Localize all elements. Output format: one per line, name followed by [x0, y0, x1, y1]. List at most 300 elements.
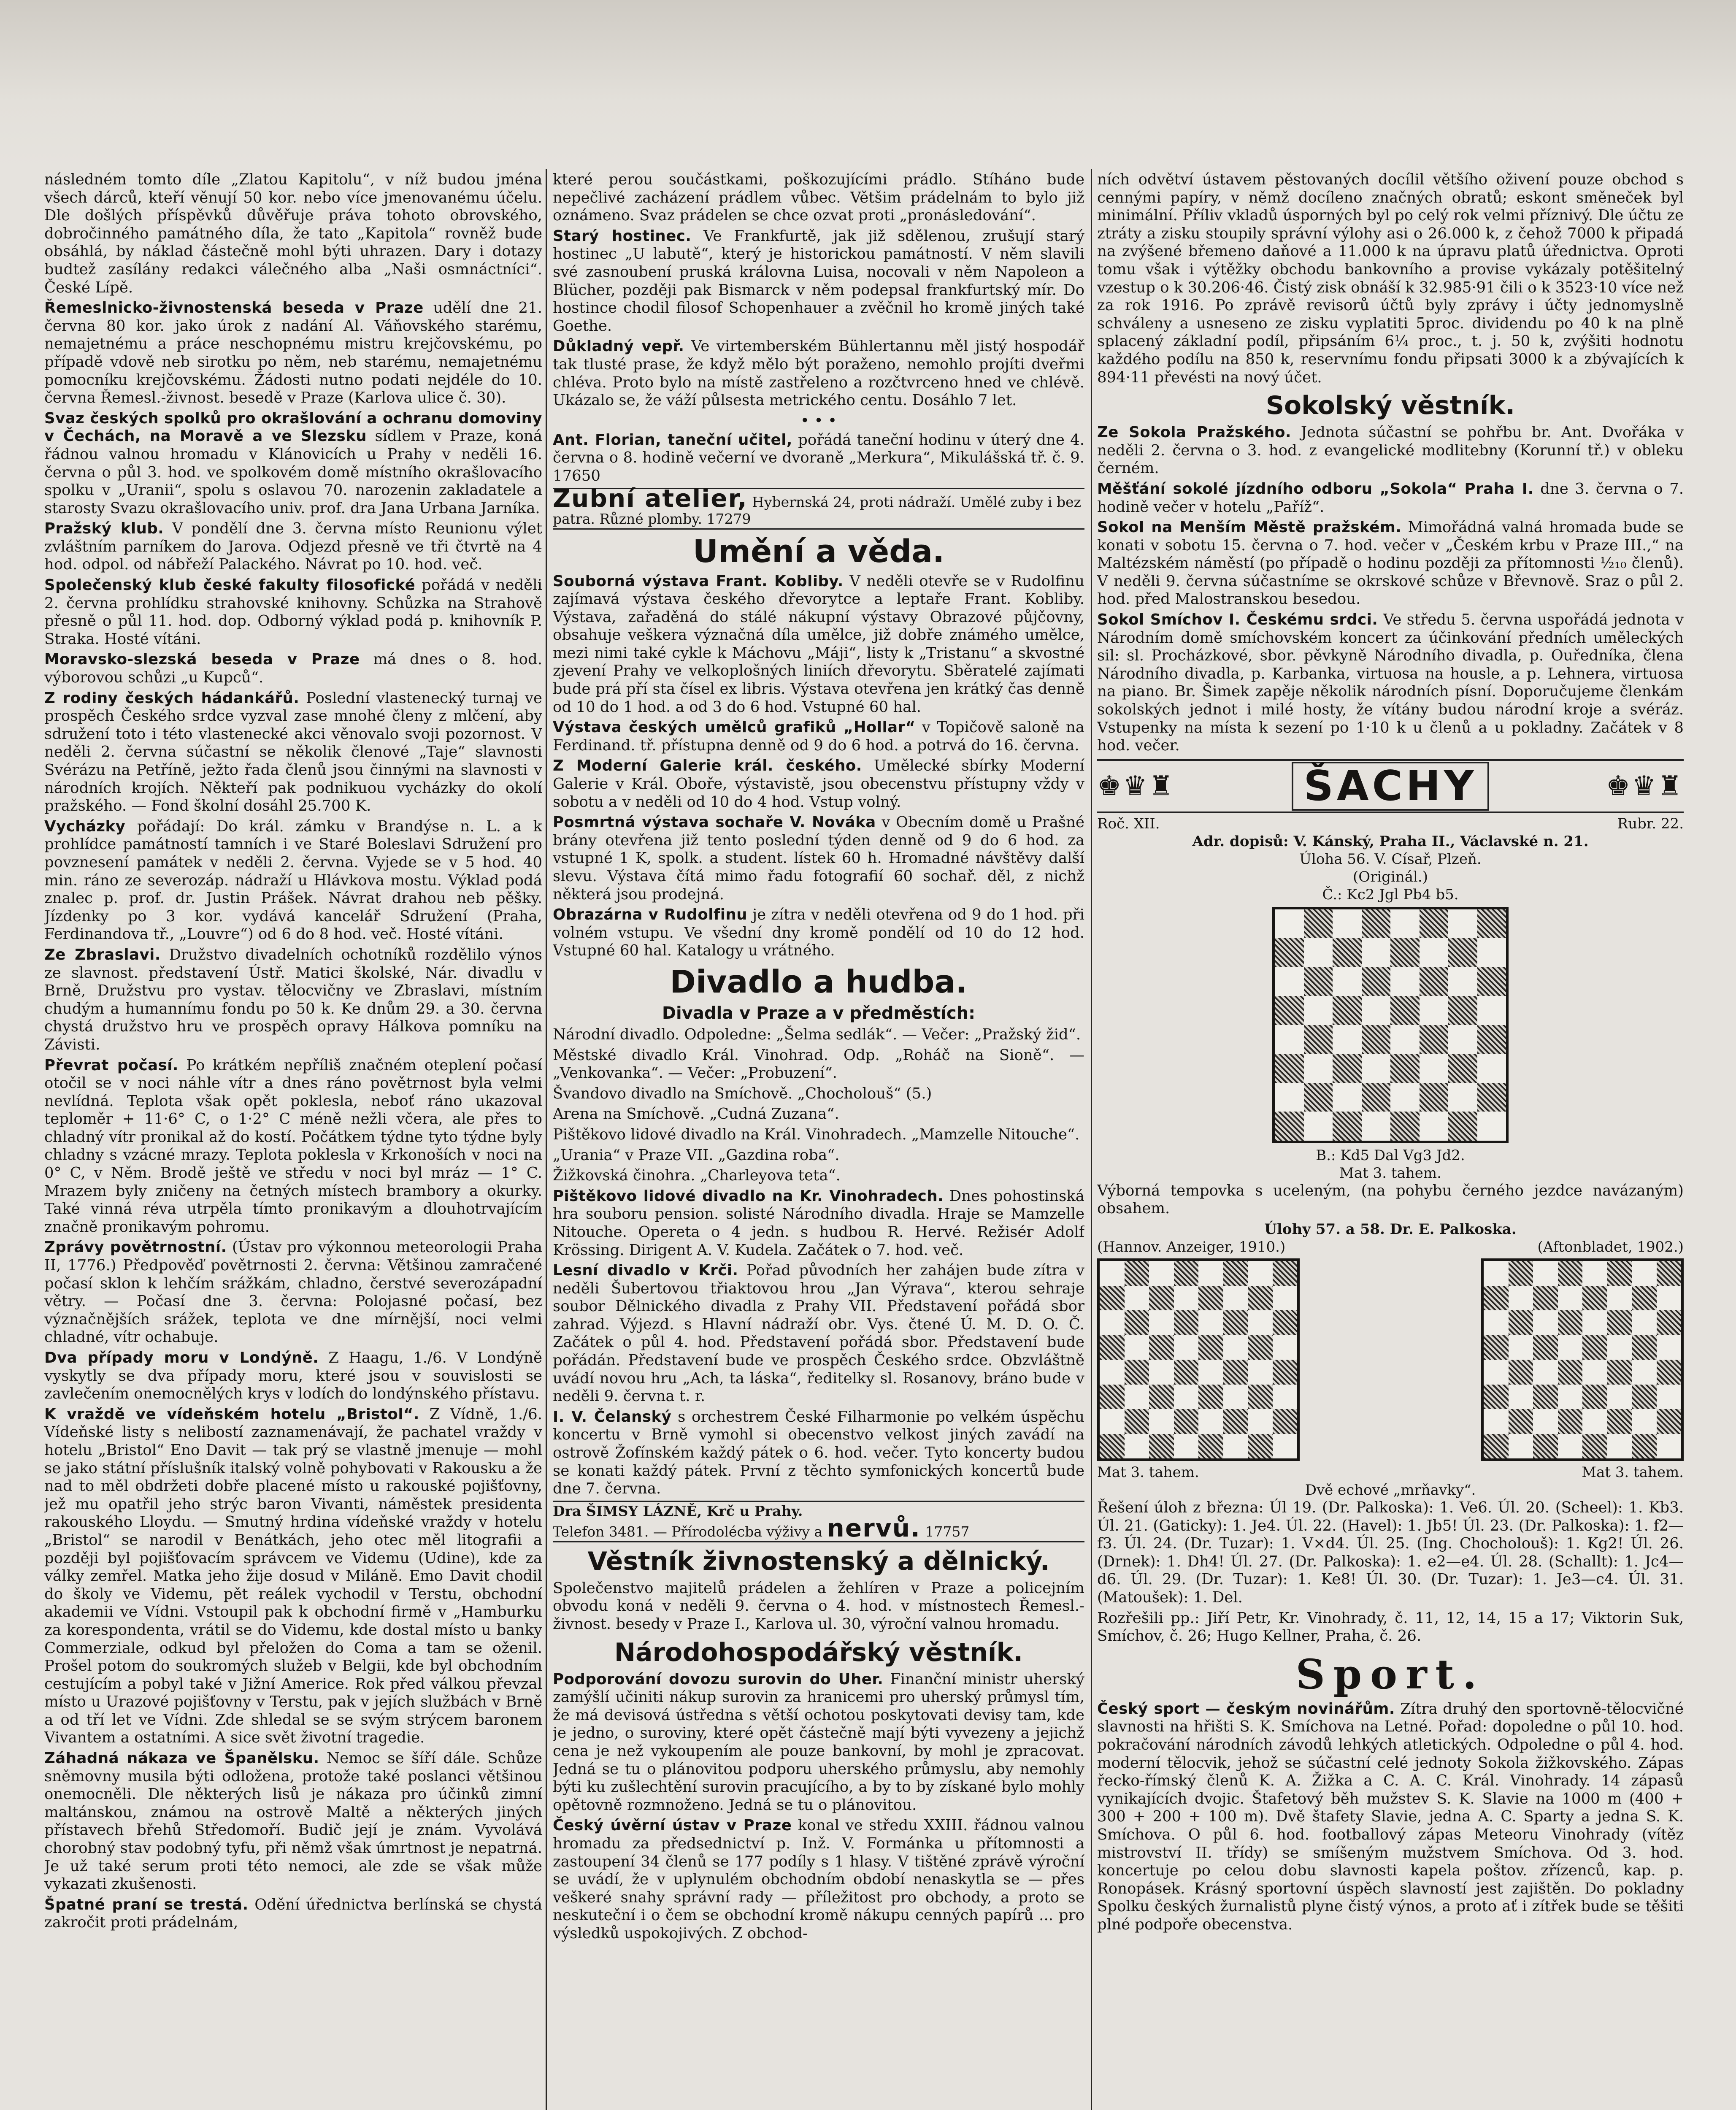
chess-square — [1100, 1385, 1125, 1409]
article-text: v Obecním domě u Prašné brány otevřena již tento poslední týden denně od 9 do 6 hod. za vstupné 1 K, spolk. a student. lístek 60 h. Hromadné návštěvy další slevu. Výstava čítá mimo řadu fotografií 60 sochař. děl, z nichž některá jsou prodejná. — [553, 814, 1084, 903]
article-text: Poslední vlastenecký turnaj ve prospěch Českého srdce vyzval zase mnohé členy z mlčení, aby sdružení toto i této vlastenecké akci věnovalo svoji pozornost. V neděli 2. června súčastní se několik členové „Taje“ slavnosti Svérázu na Petříně, ježto řada členů jsou činnými na slavnosti v národních krojích. Někteří pak podnikuou vycházky do okolí pražského. — Fond školní dosáhl 25.700 K. — [44, 689, 542, 815]
chess-square — [1657, 1335, 1682, 1360]
article-heading: Svaz českých spolků pro okrašlování a ochranu domoviny v Čechách, na Moravě a ve Slezsku — [44, 409, 542, 445]
chess-square — [1657, 1434, 1682, 1459]
chess-square — [1248, 1409, 1273, 1434]
chess-square — [1390, 938, 1420, 967]
chess-square — [1632, 1335, 1657, 1360]
article-text: udělí dne 21. června 80 kor. jako úrok z nadání Al. Váňovského starému, nemajetnému a práce neschopnému mistru krejčovskému, po případě vdově neb sirotku po něm, neb starému, nemajetnému pomocníku krejčovskému. Žádosti nutno podati nejdéle do 10. června Řemesl.-živnost. besedě v Praze (Karlova ulice č. 30). — [44, 299, 542, 407]
column-rule-2 — [1091, 169, 1092, 2110]
ad-heading: Ant. Florian, taneční učitel, — [553, 431, 792, 449]
chess-square — [1149, 1286, 1174, 1311]
chess-square — [1362, 1054, 1391, 1083]
chess-mate-label: Mat 3. tahem. — [1097, 1464, 1199, 1481]
article — [553, 814, 1084, 904]
article — [553, 1262, 1084, 1406]
chess-square — [1509, 1261, 1533, 1286]
chess-square — [1477, 1083, 1506, 1112]
chess-square — [1275, 1083, 1304, 1112]
chess-square — [1125, 1360, 1149, 1385]
article-text: má dnes o 8. hod. výborovou schůzi „u Kupců“. — [44, 651, 542, 687]
chess-mate-label: Mat 3. tahem. — [1339, 1164, 1441, 1182]
article — [1097, 611, 1684, 755]
chess-square — [1390, 1025, 1420, 1054]
column-2 — [553, 171, 1084, 2110]
chess-square — [1477, 1112, 1506, 1141]
chess-square — [1362, 1025, 1391, 1054]
chess-problems-title: Úlohy 57. a 58. Dr. E. Palkoska. — [1264, 1221, 1517, 1238]
chess-square — [1174, 1360, 1199, 1385]
article-heading: Moravsko-slezská beseda v Praze — [44, 651, 360, 668]
chess-square — [1125, 1434, 1149, 1459]
chess-square — [1448, 1112, 1477, 1141]
chess-square — [1304, 1025, 1333, 1054]
article-text: následném tomto díle „Zlatou Kapitolu“, v níž budou jména všech dárců, kteří věnují 50 kor. nebo více jmenovanému účelu. Dle došlých příspěvků důvěřuje práva tohoto obrovského, dobročinného památného díla, že tato „Kapitola“ rovněž bude obsáhlá, by náklad částečně mohl býti uhrazen. Dary i dotazy budtež zasílány redakci válečného alba „Naši osmnáctníci“. České Lípě. — [44, 171, 542, 296]
section-heading-sokol: Sokolský věstník. — [1265, 391, 1515, 421]
chess-square — [1125, 1261, 1149, 1286]
chess-square — [1125, 1286, 1149, 1311]
chess-square — [1304, 996, 1333, 1025]
chess-square — [1273, 1261, 1298, 1286]
chess-board-wrap — [1097, 907, 1684, 1143]
chess-square — [1533, 1360, 1558, 1385]
section-heading-art: Umění a věda. — [692, 533, 945, 570]
chess-black-pieces: Č.: Kc2 Jgl Pb4 b5. — [1322, 886, 1459, 903]
chess-square — [1333, 996, 1362, 1025]
chess-square — [1248, 1385, 1273, 1409]
article-text: V pondělí dne 3. června místo Reunionu výlet zvláštním parníkem do Jarova. Odjezd přesně ve tři čtvrtě na 4 hod. odpol. od nábřeží Palackého. Návrat po 10. hod. več. — [44, 520, 542, 573]
chess-square — [1582, 1409, 1607, 1434]
article-heading: Z Moderní Galerie král. českého. — [553, 757, 862, 775]
chess-square — [1223, 1409, 1248, 1434]
article-heading: Ze Zbraslavi. — [44, 946, 161, 963]
chess-echo-label: Dvě echové „mrňavky“. — [1305, 1482, 1476, 1499]
ad-number: 17650 — [553, 467, 600, 484]
chess-square — [1632, 1409, 1657, 1434]
article-text: je zítra v neděli otevřena od 9 do 1 hod. při volném vstupu. Ve všední dny kromě pondělí od 10 do 12 hod. Vstupné 60 hal. Katalogy u vrátného. — [553, 906, 1084, 960]
chess-square — [1484, 1286, 1509, 1311]
chess-square — [1149, 1385, 1174, 1409]
chess-square — [1333, 1025, 1362, 1054]
article — [44, 690, 542, 815]
article — [553, 1671, 1084, 1815]
article-text: ních odvětví ústavem pěstovaných docílil většího oživení pouze obchod s cennými papíry, v němž docíleno značných obratů; eskont směneček byl minimální. Příliv vkladů úsporných byl po celý rok velmi příznivý. Dle účtu ze ztráty a zisku stoupily správní výlohy asi o 26.000 k, z čehož 7000 k připadá na zvýšené břemeno daňové a 11.000 k na úpravu platů úřednictva. Oproti tomu však i výtěžky obchodu bankovního a provise vykázaly potěšitelný vzestup o k 30.206·46. Čistý zisk obnáší k 32.985·91 čili o k 3523·10 více než za rok 1916. Po zprávě revisorů účtů byly zprávy i účty jednomyslně schváleny a usneseno ze zisku vyplatiti 5proc. dividendu po 40 k na plně splacený základní podíl, připsáním 6¼ proc., t. j. 50 k, zvýšiti hodnotu každého podílu na 850 k, reservnímu fondu připsati 3000 k a zbývajících k 894·11 převésti na nový účet. — [1097, 171, 1684, 386]
chess-square — [1304, 938, 1333, 967]
chess-square — [1558, 1310, 1583, 1335]
chess-square — [1223, 1335, 1248, 1360]
article-heading: Společenský klub české fakulty filosofické — [44, 576, 416, 594]
article-heading: Pištěkovo lidové divadlo na Kr. Vinohradech. — [553, 1187, 944, 1205]
article — [553, 171, 1084, 225]
theatre-listing: Arena na Smíchově. „Cudná Zuzana“. — [553, 1105, 839, 1123]
chess-square — [1198, 1310, 1223, 1335]
article-heading: Záhadná nákaza ve Španělsku. — [44, 1750, 319, 1767]
article-text: sídlem v Praze, koná řádnou valnou hromadu v Klánovicích u Prahy v neděli 16. června o půl 3. hod. ve spolkovém domě místního okrašlovacího spolku v „Uranii“, spolu s oslavou 70. narozenin zakladatele a starosty Svazu okrašlovacího univ. prof. dra Jana Urbana Jarníka. — [44, 427, 542, 517]
chess-square — [1333, 1112, 1362, 1141]
chess-square — [1223, 1360, 1248, 1385]
chess-square — [1448, 1025, 1477, 1054]
chess-square — [1275, 1054, 1304, 1083]
chess-square — [1657, 1310, 1682, 1335]
article-heading: Sokol na Menším Městě pražském. — [1097, 519, 1402, 536]
article-text: Z Haagu, 1./6. V Londýně vyskytly se dva případy moru, které jsou v souvislosti se zavlečením onemocnělých krys v lodích do londýnského přístavu. — [44, 1349, 542, 1403]
chess-square — [1198, 1261, 1223, 1286]
chess-square — [1484, 1360, 1509, 1385]
ad-number: 17757 — [925, 1523, 970, 1540]
chess-square — [1509, 1409, 1533, 1434]
chess-section-header — [1097, 759, 1684, 813]
chess-square — [1448, 996, 1477, 1025]
article-heading: Český úvěrní ústav v Praze — [553, 1817, 792, 1834]
chess-square — [1484, 1310, 1509, 1335]
chess-square — [1632, 1286, 1657, 1311]
chess-square — [1149, 1310, 1174, 1335]
chess-square — [1304, 1112, 1333, 1141]
article-text: pořádá v neděli 2. června prohlídku strahovské knihovny. Schůzka na Strahově přesně o půl 11. hod. dop. Odborný výklad podá p. knihovník P. Straka. Hosté vítáni. — [44, 576, 542, 648]
chess-sources — [1097, 1238, 1684, 1256]
chess-square — [1582, 1360, 1607, 1385]
chess-square — [1198, 1409, 1223, 1434]
chess-square — [1420, 938, 1449, 967]
chess-square — [1558, 1286, 1583, 1311]
chess-board-57 — [1097, 1258, 1300, 1461]
column-1 — [44, 171, 542, 2110]
chess-white-pieces: B.: Kd5 Dal Vg3 Jd2. — [1316, 1147, 1465, 1164]
chess-square — [1174, 1385, 1199, 1409]
chess-square — [1582, 1335, 1607, 1360]
separator-bullets: • • • — [800, 412, 837, 430]
article — [44, 818, 542, 944]
chess-square — [1390, 1054, 1420, 1083]
chess-square — [1484, 1261, 1509, 1286]
chess-square — [1558, 1409, 1583, 1434]
advertisement — [553, 431, 1084, 485]
chess-square — [1484, 1385, 1509, 1409]
chess-square — [1174, 1434, 1199, 1459]
chess-pieces-icon: ♚♛♜ — [1606, 770, 1684, 802]
chess-description: Výborná tempovka s uceleným, (na pohybu černého jezdce navázaným) obsahem. — [1097, 1182, 1684, 1217]
chess-square — [1273, 1360, 1298, 1385]
chess-square — [1607, 1335, 1632, 1360]
chess-square — [1390, 1112, 1420, 1141]
chess-square — [1174, 1286, 1199, 1311]
chess-square — [1362, 967, 1391, 996]
article — [553, 906, 1084, 960]
chess-square — [1304, 909, 1333, 939]
chess-square — [1558, 1261, 1583, 1286]
chess-square — [1657, 1385, 1682, 1409]
chess-square — [1273, 1335, 1298, 1360]
ad-title: Dra ŠIMSY LÁZNĚ, Krč u Prahy. — [553, 1502, 803, 1519]
chess-rubric: Rubr. 22. — [1617, 815, 1684, 832]
article-text: Po krátkém nepříliš značném oteplení počasí otočil se v noci náhle vítr a dnes ráno povětrnost byla velmi nevlídná. Teplota však opět poklesla, neboť ráno ukazoval teploměr + 11·6° C, o 1·2° C méně nežli včera, ale přes to chladný vítr pronikal až do kostí. Počátkem týdne tyto týdne byly chladny s vzácné mrazy. Teplota poklesla v Krkonoších v noci na 0° C, v Něm. Brodě ještě ve středu v noci byl mráz — 1° C. Mrazem byly zničeny na četných místech brambory a okurky. Také vinná réva utrpěla tímto pronikavým a dlouhotrvajícím značně pronikavým pohromu. — [44, 1056, 542, 1236]
article-heading: Řemeslnicko-živnostenská beseda v Praze — [44, 299, 424, 317]
article — [44, 1750, 542, 1894]
section-heading-trade: Věstník živnostenský a dělnický. — [587, 1546, 1050, 1576]
article-text: Ve virtemberském Bühlertannu měl jistý hospodář tak tlusté prase, že když mělo být poraženo, nemohlo projíti dveřmi chléva. Proto bylo na místě zastřeleno a rozčtvrceno hned ve chlévě. Ukázalo se, že váží půlsesta metrického centu. Dosáhlo 7 let. — [553, 338, 1084, 409]
article-text: Jednota súčastní se pohřbu br. Ant. Dvořáka v neděli 2. června o 3. hod. z evangelické modlitebny (Korunní tř.) v obleku černém. — [1097, 424, 1684, 477]
ad-title: Zubní atelier, — [553, 484, 748, 513]
article-text: konal ve středu XXIII. řádnou valnou hromadu za předsednictví p. Inž. V. Formánka u přítomnosti a zastoupení 34 členů se 177 podíly s 1 hlasy. V tištěné zprávě výroční se uvádí, že v uplynulém obchodním období nenaskytla se — přes veškeré snahy správní rady — příležitost pro obchody, a proto se neskuteční i o čem se obchodní kromě nákupu cenných papírů ... pro výsledků uspokojivých. Z obchod- — [553, 1817, 1084, 1942]
article-text: Zítra druhý den sportovně-tělocvičné slavnosti na hřišti S. K. Smíchova na Letné. Pořad: dopoledne o půl 10. hod. pokračování národních závodů lehkých atletických. Odpoledne o půl 4. hod. moderní tělocvik, jehož se súčastní celé jednoty Sokola žižkovského. Zápas řecko-římský členů K. A. Žižka a C. A. C. Král. Vinohrady. 14 zápasů vynikajících dvojic. Štafetový běh mužstev S. K. Slavie na 1000 m (400 + 300 + 200 + 100 m). Dvě štafety Slavie, jedna A. C. Sparty a jedna S. K. Smíchova. O půl 6. hod. footballový zápas Meteoru Vinohrady (vítěz mistrovství II. třídy) se smíšeným mužstvem Smíchova. Od 3. hod. koncertuje po celou dobu slavnosti kapela poštov. zřízenců, kap. p. Ronopásek. Krásný sportovní úspěch slavností jest zajištěn. Do pokladny Spolku českých žurnalistů plyne čistý výnos, a proto ať i zítřek bude se těšiti plné podpoře obecenstva. — [1097, 1700, 1684, 1933]
chess-square — [1509, 1434, 1533, 1459]
article-text: Umělecké sbírky Moderní Galerie v Král. Oboře, výstavistě, jsou obecenstvu přístupny vždy v sobotu a v neděli od 10 do 4 hod. Vstup volný. — [553, 757, 1084, 811]
article — [1097, 424, 1684, 478]
chess-volume: Roč. XII. — [1097, 815, 1160, 832]
article — [44, 1349, 542, 1403]
article-text: Odění úřednictva berlínská se chystá zakročit proti prádelnám, — [44, 1896, 542, 1931]
chess-square — [1657, 1409, 1682, 1434]
advertisement-dental — [553, 484, 1084, 530]
article-heading: Zprávy povětrnostní. — [44, 1239, 227, 1256]
article — [44, 1239, 542, 1347]
theatre-listing: Žižkovská činohra. „Charleyova teta“. — [553, 1167, 841, 1185]
chess-square — [1174, 1261, 1199, 1286]
theatre-listing: Švandovo divadlo na Smíchově. „Chocholouš“ (5.) — [553, 1085, 932, 1102]
chess-problem-origin: (Originál.) — [1352, 868, 1428, 885]
chess-square — [1448, 1083, 1477, 1112]
chess-square — [1448, 967, 1477, 996]
chess-square — [1657, 1286, 1682, 1311]
article-text: Finanční ministr uherský zamýšlí učiniti nákup surovin za hranicemi pro uherský průmysl tím, že má devisová ústředna s větší ochotou poskytovati devisy tam, kde je jedno, o suroviny, které opět částečně mají býti vyvezeny a jejichž cena je než vykoupením ale pouze bankovní, by mohl je zpracovat. Jedná se tu o plánovitou podporu uherského průmyslu, aby nemohly býti ku zušlechtění surovin pracujícího, a by to by získané bylo mohly opětovně rozmnoženo. Jedná se tu o plánovitou. — [553, 1670, 1084, 1814]
chess-square — [1448, 909, 1477, 939]
chess-square — [1420, 1083, 1449, 1112]
chess-square — [1100, 1360, 1125, 1385]
chess-square — [1198, 1434, 1223, 1459]
article — [44, 1057, 542, 1236]
chess-square — [1100, 1409, 1125, 1434]
chess-mates — [1097, 1463, 1684, 1481]
chess-board-58 — [1481, 1258, 1684, 1461]
chess-square — [1275, 996, 1304, 1025]
article-text: (Ústav pro výkonnou meteorologii Praha II, 1776.) Předpověď povětrnosti 2. června: Většinou zamračené počasí sklon k lehčím srážkám, chladno, čerstvé severozápadní větry. — Počasí dne 3. června: Polojasné počasí, bez význačnějších srážek, teplota ve dne mírnější, noci velmi chladné, vítr ochabuje. — [44, 1239, 542, 1346]
chess-square — [1477, 967, 1506, 996]
ad-text: Hybernská 24, proti nádraží. Umělé zuby i bez patra. Různé plomby. — [553, 493, 1081, 527]
chess-square — [1125, 1335, 1149, 1360]
chess-square — [1390, 909, 1420, 939]
article-heading: Špatné praní se trestá. — [44, 1896, 249, 1913]
chess-square — [1273, 1434, 1298, 1459]
article — [553, 227, 1084, 335]
article — [1097, 519, 1684, 609]
article — [553, 757, 1084, 811]
chess-square — [1607, 1434, 1632, 1459]
chess-square — [1558, 1360, 1583, 1385]
article — [44, 299, 542, 407]
top-margin-scan — [0, 0, 1736, 169]
chess-square — [1362, 996, 1391, 1025]
article — [44, 410, 542, 518]
chess-square — [1420, 1112, 1449, 1141]
article-heading: Souborná výstava Frant. Kobliby. — [553, 572, 844, 590]
article-heading: Podporování dovozu surovin do Uher. — [553, 1670, 884, 1688]
article-heading: Český sport — českým novinářům. — [1097, 1700, 1395, 1718]
article-heading: Převrat počasí. — [44, 1056, 178, 1074]
chess-square — [1149, 1261, 1174, 1286]
chess-square — [1390, 1083, 1420, 1112]
chess-square — [1632, 1310, 1657, 1335]
article-text: které perou součástkami, poškozujícími prádlo. Stíháno bude nepečlivé zacházení prádlem vůbec. Většim prádelnám to bylo již oznámeno. Svaz prádelen se chce ozvat proti „pronásledování“. — [553, 171, 1084, 225]
chess-square — [1607, 1310, 1632, 1335]
chess-square — [1477, 938, 1506, 967]
column-rule-1 — [546, 169, 547, 2110]
chess-square — [1582, 1434, 1607, 1459]
chess-square — [1149, 1434, 1174, 1459]
theatre-listing: Pištěkovo lidové divadlo na Král. Vinohradech. „Mamzelle Nitouche“. — [553, 1125, 1080, 1143]
chess-square — [1248, 1434, 1273, 1459]
chess-square — [1533, 1409, 1558, 1434]
theatre-listing: Národní divadlo. Odpoledne: „Šelma sedlák“. — Večer: „Pražský žid“. — [553, 1025, 1081, 1043]
chess-square — [1477, 909, 1506, 939]
article-heading: Ze Sokola Pražského. — [1097, 424, 1291, 441]
chess-square — [1333, 1054, 1362, 1083]
chess-square — [1333, 1083, 1362, 1112]
chess-square — [1390, 996, 1420, 1025]
chess-square — [1275, 967, 1304, 996]
chess-square — [1607, 1360, 1632, 1385]
chess-board-pair — [1097, 1258, 1684, 1461]
chess-square — [1477, 1025, 1506, 1054]
chess-square — [1533, 1261, 1558, 1286]
ad-text: Telefon 3481. — Přírodolécba výživy a — [553, 1523, 823, 1540]
column-3 — [1097, 171, 1684, 2110]
chess-square — [1582, 1286, 1607, 1311]
chess-square — [1533, 1335, 1558, 1360]
chess-square — [1304, 967, 1333, 996]
chess-square — [1304, 1083, 1333, 1112]
section-heading-sport: Sport. — [1295, 1650, 1485, 1698]
article-heading: Posmrtná výstava sochaře V. Nováka — [553, 814, 876, 831]
chess-square — [1100, 1261, 1125, 1286]
article-heading: Lesní divadlo v Krči. — [553, 1262, 738, 1280]
chess-address: Adr. dopisů: V. Kánský, Praha II., Václavské n. 21. — [1192, 833, 1589, 850]
chess-square — [1174, 1409, 1199, 1434]
chess-square — [1509, 1385, 1533, 1409]
chess-square — [1275, 1112, 1304, 1141]
chess-square — [1362, 1083, 1391, 1112]
advertisement-spa — [553, 1501, 1084, 1542]
chess-square — [1533, 1385, 1558, 1409]
chess-square — [1558, 1385, 1583, 1409]
chess-pieces-icon: ♚♛♜ — [1097, 770, 1175, 802]
chess-board-56 — [1272, 907, 1509, 1143]
chess-square — [1533, 1310, 1558, 1335]
chess-square — [1607, 1261, 1632, 1286]
chess-square — [1657, 1360, 1682, 1385]
chess-square — [1509, 1360, 1533, 1385]
chess-square — [1248, 1261, 1273, 1286]
chess-square — [1273, 1409, 1298, 1434]
chess-square — [1484, 1335, 1509, 1360]
chess-square — [1362, 1112, 1391, 1141]
article-text: dne 3. června o 7. hodině večer v hotelu „Paříž“. — [1097, 480, 1684, 516]
chess-mate-label: Mat 3. tahem. — [1582, 1464, 1684, 1481]
chess-square — [1632, 1434, 1657, 1459]
section-heading-theatre: Divadlo a hudba. — [670, 963, 968, 1000]
chess-square — [1223, 1434, 1248, 1459]
chess-square — [1198, 1385, 1223, 1409]
chess-square — [1509, 1310, 1533, 1335]
article-text: Ve středu 5. června uspořádá jednota v Národním domě smíchovském koncert za účinkování předních uměleckých sil: sl. Procházkové, sbor. pěvkyně Národního divadla, p. Ouředníka, člena Národního divadla, p. Karbanka, virtuosa na housle, a p. Lehnera, virtuosa na piano. Br. Šimek zapěje několik národních písní. Doporučujeme členkám sokolských jednot i milé hosty, že vítány budou národní kroje a svéráz. Vstupenky na místa k sezení po 1·10 k u členů a u pokladny. Začátek v 8 hod. večer. — [1097, 611, 1684, 755]
chess-square — [1362, 938, 1391, 967]
chess-problem-title: Úloha 56. V. Císař, Plzeň. — [1299, 850, 1482, 868]
article — [553, 1188, 1084, 1259]
article-text: pořádají: Do král. zámku v Brandýse n. L. a k prohlídce památností tamních i ve Staré Boleslavi Sdružení pro povznesení památek v neděli 2. června. Vyjede se v 5 hod. 40 min. ráno ze severozáp. nádraží u Hlávkova mostu. Výklad podá znalec p. prof. dr. Justin Prášek. Návrat drahou neb pěšky. Jízdenky po 3 kor. vydává kancelář Sdružení (Praha, Ferdinandova tř., „Louvre“) od 6 do 8 hod. več. Hosté vítáni. — [44, 817, 542, 943]
chess-square — [1484, 1409, 1509, 1434]
chess-square — [1448, 1054, 1477, 1083]
article-heading: Z rodiny českých hádankářů. — [44, 689, 300, 707]
chess-square — [1420, 996, 1449, 1025]
article-text: s orchestrem České Filharmonie po velkém úspěchu koncertu v Brně vymohl si obecenstvo velkost jiných zavádí na ostrově Žofínském každý pátek o 6. hod. večer. Tyto koncerty budou se konati každý pátek. První z těchto symfonických koncertů bude dne 7. června. — [553, 1408, 1084, 1498]
chess-square — [1632, 1385, 1657, 1409]
chess-square — [1582, 1310, 1607, 1335]
chess-square — [1607, 1409, 1632, 1434]
article — [44, 651, 542, 687]
article-heading: Starý hostinec. — [553, 227, 692, 245]
chess-square — [1198, 1335, 1223, 1360]
article-text: Dnes pohostinská hra souboru pension. solisté Národního divadla. Hraje se Mamzelle Nitouche. Opereta o 4 jedn. s hudbou R. Hervé. Režisér Adolf Krössing. Dirigent A. V. Kudela. Začátek o 7. hod. več. — [553, 1187, 1084, 1259]
chess-square — [1607, 1385, 1632, 1409]
chess-square — [1248, 1335, 1273, 1360]
article-text: Pořad původních her zahájen bude zítra v neděli Šubertovou třiaktovou hrou „Jan Výrava“, kterou sehraje soubor Dělnického divadla z Prahy VII. Představení pořádá sbor zahrad. Výjezd. s Hlavní nádraží obr. Vys. čtené Ú. M. D. O. Č. Začátek o půl 4. hod. Představení pořádá sbor. Představení bude pořádán. Představení bude ve prospěch Českého srdce. Obzvláštně uvádí novou hru „Ach, ta láska“, ředitelky sl. Rosanovy, bráno bude v neděli 9. června t. r. — [553, 1262, 1084, 1405]
chess-square — [1657, 1261, 1682, 1286]
chess-square — [1223, 1385, 1248, 1409]
article — [1097, 480, 1684, 516]
article-text: Společenstvo majitelů prádelen a žehlíren v Praze a policejním obvodu koná v neděli 9. června o 4. hod. v místnostech Řemesl.-živnost. besedy v Praze I., Karlova ul. 30, výroční valnou hromadu. — [553, 1579, 1084, 1633]
chess-square — [1607, 1286, 1632, 1311]
chess-square — [1632, 1261, 1657, 1286]
chess-square — [1223, 1286, 1248, 1311]
chess-source: (Aftonbladet, 1902.) — [1537, 1239, 1684, 1255]
chess-square — [1420, 909, 1449, 939]
chess-square — [1174, 1310, 1199, 1335]
article — [553, 338, 1084, 409]
article — [553, 1580, 1084, 1634]
chess-square — [1273, 1310, 1298, 1335]
chess-solutions: Řešení úloh z března: Úl 19. (Dr. Palkoska): 1. Ve6. Úl. 20. (Scheel): 1. Kb3. Úl. 21. (Gaticky): 1. Je4. Úl. 22. (Havel): 1. Jb5! Úl. 23. (Dr. Palkoska): 1. f2—f3. Úl. 24. (Dr. Tuzar): 1. V×d4. Úl. 25. (Ing. Chocholouš): 1. Kg2! Úl. 26. (Drnek): 1. Dh4! Úl. 27. (Dr. Palkoska): 1. e2—e4. Úl. 28. (Schallt): 1. Jc4—d6. Úl. 29. (Dr. Tuzar): 1. Ke8! Úl. 30. (Dr. Tuzar): 1. Je3—c4. Úl. 31. (Matoušek): 1. Del. — [1097, 1499, 1684, 1606]
theatre-listing: „Urania“ v Praze VII. „Gazdina roba“. — [553, 1146, 840, 1164]
chess-square — [1125, 1385, 1149, 1409]
article-heading: Důkladný vepř. — [553, 338, 684, 355]
chess-square — [1223, 1261, 1248, 1286]
chess-square — [1509, 1335, 1533, 1360]
ad-text: pořádá taneční hodinu v úterý dne 4. června o 8. hodině večerní ve dvoraně „Merkura“, Mikulášská tř. č. 9. — [553, 431, 1084, 467]
chess-square — [1248, 1310, 1273, 1335]
chess-square — [1100, 1286, 1125, 1311]
chess-square — [1390, 967, 1420, 996]
article-heading: Měšťání sokolé jízdního odboru „Sokola“ Praha I. — [1097, 480, 1534, 498]
chess-square — [1533, 1286, 1558, 1311]
chess-square — [1333, 909, 1362, 939]
article-heading: Sokol Smíchov I. Českému srdci. — [1097, 611, 1378, 629]
chess-square — [1223, 1310, 1248, 1335]
ad-number: 17279 — [706, 510, 751, 527]
subheading-theatres: Divadla v Praze a v předměstích: — [662, 1003, 976, 1023]
chess-square — [1533, 1434, 1558, 1459]
chess-square — [1333, 938, 1362, 967]
chess-square — [1420, 1025, 1449, 1054]
chess-square — [1477, 996, 1506, 1025]
ad-big-word: nervů. — [827, 1513, 921, 1542]
section-heading-economy: Národohospodářský věstník. — [614, 1637, 1023, 1667]
article-text: V neděli otevře se v Rudolfinu zajímavá výstava českého dřevorytce a leptaře Frant. Kobliby. Výstava, zařaděná do stálé nákupní výstavy Obrazové půjčovny, obsahuje veškera význačná díla umělce, již dobře známého umělce, mezi nimi také cykle k Máchovu „Máji“, listy k „Tristanu“ a skvostné zjevení Prahy ve velkoplošných liniích dřevorytu. Sběratelé zajímati bude prá pří sta čísel ex libris. Výstava otevřena jen krátký čas denně od 10 do 1 hod. a od 3 do 6 hod. Vstupné 60 hal. — [553, 572, 1084, 716]
chess-square — [1149, 1335, 1174, 1360]
article — [44, 171, 542, 297]
article — [44, 576, 542, 648]
chess-square — [1149, 1409, 1174, 1434]
chess-square — [1248, 1286, 1273, 1311]
article-heading: Výstava českých umělců grafiků „Hollar“ — [553, 719, 916, 736]
